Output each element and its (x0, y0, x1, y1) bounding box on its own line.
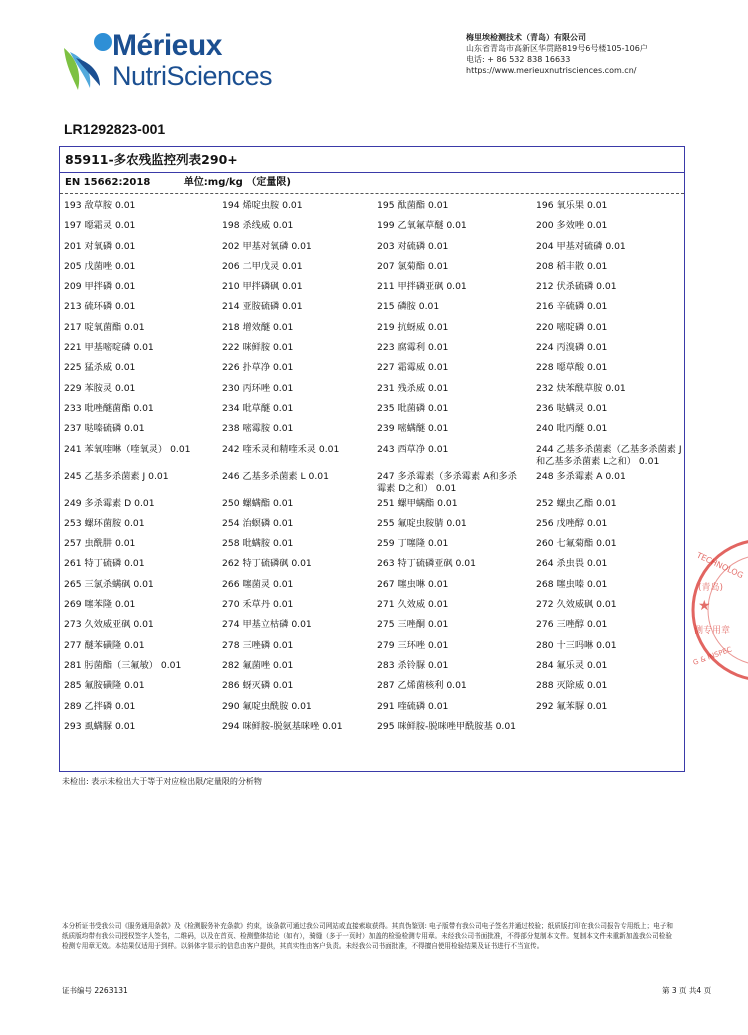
analyte-cell: 193 敌草胺 0.01 (64, 200, 136, 211)
svg-text:G & INSPEC: G & INSPEC (691, 645, 733, 667)
analyte-row (64, 261, 682, 273)
svg-text:测专用章: 测专用章 (694, 626, 731, 636)
analyte-cell: 233 吡唑醚菌酯 0.01 (64, 402, 154, 414)
analyte-row (64, 558, 682, 570)
analyte-cell: 208 稻丰散 0.01 (536, 260, 608, 272)
method-standard: EN 15662:2018 (65, 177, 151, 188)
analyte-cell: 200 多效唑 0.01 (536, 220, 608, 232)
company-name: 梅里埃检测技术（青岛）有限公司 (466, 33, 586, 42)
analyte-cell: 203 对硫磷 0.01 (377, 240, 449, 252)
merieux-logo (62, 28, 273, 98)
analyte-cell: 194 烯啶虫胺 0.01 (222, 200, 303, 211)
company-phone: 电话: + 86 532 838 16633 (466, 55, 571, 64)
analyte-cell: 232 炔苯酰草胺 0.01 (536, 382, 626, 394)
analyte-cell: 293 虱螨脲 0.01 (64, 720, 136, 732)
analyte-cell: 270 禾草丹 0.01 (222, 599, 294, 611)
analyte-cell: 228 噁草酸 0.01 (536, 362, 608, 374)
analyte-cell: 229 苯胺灵 0.01 (64, 382, 136, 394)
analyte-cell: 250 螺螨酯 0.01 (222, 497, 294, 509)
analyte-cell: 204 甲基对硫磷 0.01 (536, 240, 626, 252)
analyte-cell: 252 螺虫乙酯 0.01 (536, 497, 617, 509)
certificate-number: 证书编号 2263131 (62, 986, 128, 995)
analyte-row (64, 619, 682, 631)
analyte-cell: 269 噻苯隆 0.01 (64, 599, 136, 611)
analyte-cell: 223 腐霉利 0.01 (377, 342, 449, 354)
analyte-row (64, 518, 682, 530)
analyte-row (64, 660, 682, 672)
analyte-cell: 207 氯菊酯 0.01 (377, 260, 449, 272)
analyte-row (64, 301, 682, 313)
analyte-cell: 248 多杀霉素 A 0.01 (536, 470, 626, 482)
analyte-cell: 218 增效醚 0.01 (222, 321, 294, 333)
analyte-cell: 291 喹硫磷 0.01 (377, 700, 449, 712)
analyte-cell: 256 戊唑醇 0.01 (536, 517, 608, 529)
company-url[interactable]: https://www.merieuxnutrisciences.com.cn/ (466, 66, 637, 75)
analyte-cell: 267 噻虫啉 0.01 (377, 578, 449, 590)
analyte-cell: 285 氟胺磺隆 0.01 (64, 680, 145, 692)
analyte-cell (536, 721, 682, 733)
analyte-cell: 219 抗蚜威 0.01 (377, 321, 449, 333)
analyte-cell: 263 特丁硫磷亚砜 0.01 (377, 558, 476, 570)
analyte-cell: 205 戊菌唑 0.01 (64, 260, 136, 272)
analyte-row (64, 444, 682, 468)
analyte-cell: 222 咪鲜胺 0.01 (222, 342, 294, 354)
analyte-cell: 243 西草净 0.01 (377, 443, 449, 455)
analyte-cell: 260 七氟菊酯 0.01 (536, 538, 617, 550)
analyte-list-box (59, 146, 685, 772)
analyte-cell: 254 治螟磷 0.01 (222, 517, 294, 529)
analyte-row (64, 423, 682, 435)
analyte-row (64, 342, 682, 354)
analyte-cell: 244 乙基多杀菌素（乙基多杀菌素 J和乙基多杀菌素 L之和） 0.01 (536, 443, 682, 467)
analyte-cell: 234 吡草醚 0.01 (222, 402, 294, 414)
svg-text:(青岛): (青岛) (698, 583, 724, 593)
analyte-row (64, 721, 682, 733)
analyte-grid (64, 200, 682, 741)
analyte-cell: 286 蚜灭磷 0.01 (222, 680, 294, 692)
analyte-cell: 295 咪鲜胺-脱咪唑甲酰胺基 0.01 (377, 720, 517, 732)
analyte-cell: 217 啶氧菌酯 0.01 (64, 321, 145, 333)
analyte-cell: 261 特丁硫磷 0.01 (64, 558, 145, 570)
footnote: 未检出: 表示未检出大于等于对应检出限/定量限的分析物 (62, 777, 262, 786)
analyte-cell: 265 三氯杀螨砜 0.01 (64, 578, 154, 590)
analyte-cell: 290 氟啶虫酰胺 0.01 (222, 700, 312, 712)
analyte-cell: 288 灭除威 0.01 (536, 680, 608, 692)
analyte-cell: 276 三唑醇 0.01 (536, 619, 608, 631)
analyte-cell: 225 猛杀威 0.01 (64, 362, 136, 374)
analyte-row (64, 579, 682, 591)
analyte-cell: 202 甲基对氧磷 0.01 (222, 240, 312, 252)
analyte-cell: 264 杀虫畏 0.01 (536, 558, 608, 570)
analyte-cell: 262 特丁硫磷砜 0.01 (222, 558, 312, 570)
logo-mark-icon (62, 28, 112, 94)
analyte-cell: 294 咪鲜胺-脱氨基咪唑 0.01 (222, 720, 343, 732)
logo-text-merieux: Mérieux (112, 29, 222, 62)
report-number: LR1292823-001 (64, 121, 166, 137)
analyte-cell: 209 甲拌磷 0.01 (64, 281, 136, 293)
section-title: 85911-多农残监控列表290+ (60, 147, 684, 173)
analyte-row (64, 362, 682, 374)
analyte-row (64, 471, 682, 495)
analyte-cell: 226 扑草净 0.01 (222, 362, 294, 374)
analyte-cell: 281 肟菌酯（三氟敏） 0.01 (64, 659, 182, 671)
terms-footer: 本分析证书受我公司《服务通用条款》及《检测服务补充条款》约束，该条款可通过我公司网站或直接索取获得。其真伪鉴别: 电子版带有我公司电子签名并通过校验；纸质版打印在我公司报告专用纸上；电子和纸质版均带有我公司授权签字人签名，二维码，以及在首页、检测整体结论（如有），骑缝（多于一页时）加盖的检验检测专用章。未经我公司书面批准，不得部分复制本文件。复制本文件未重新加盖我公司检验检测专用章无效。本结果仅适用于到样。以斜体字显示的信息由客户提供，其真实性由客户负责。未经我公司书面批准，不得擅自使用检验结果及证书进行不当宣传。 (62, 922, 673, 950)
unit-label: 单位:mg/kg （定量限) (183, 177, 291, 188)
analyte-cell: 236 哒螨灵 0.01 (536, 402, 608, 414)
analyte-cell: 275 三唑酮 0.01 (377, 619, 449, 631)
analyte-cell: 268 噻虫嗪 0.01 (536, 578, 608, 590)
analyte-cell: 246 乙基多杀菌素 L 0.01 (222, 470, 329, 482)
analyte-cell: 196 氧乐果 0.01 (536, 200, 608, 211)
analyte-row (64, 498, 682, 510)
analyte-cell: 227 霜霉威 0.01 (377, 362, 449, 374)
analyte-cell: 278 三唑磷 0.01 (222, 639, 294, 651)
analyte-row (64, 241, 682, 253)
analyte-cell: 230 丙环唑 0.01 (222, 382, 294, 394)
analyte-row (64, 680, 682, 692)
analyte-cell: 249 多杀霉素 D 0.01 (64, 497, 155, 509)
analyte-cell: 258 吡螨胺 0.01 (222, 538, 294, 550)
page-number: 第 3 页 共4 页 (662, 986, 712, 995)
analyte-cell: 195 酞菌酯 0.01 (377, 200, 449, 211)
svg-text:★: ★ (698, 598, 711, 614)
analyte-cell: 274 甲基立枯磷 0.01 (222, 619, 312, 631)
analyte-cell: 211 甲拌磷亚砜 0.01 (377, 281, 467, 293)
analyte-cell: 213 硫环磷 0.01 (64, 301, 136, 313)
analyte-cell: 255 氟啶虫胺腈 0.01 (377, 517, 467, 529)
analyte-cell: 240 吡丙醚 0.01 (536, 423, 608, 435)
analyte-row (64, 383, 682, 395)
logo-text-nutrisciences: NutriSciences (112, 61, 273, 91)
analyte-cell: 245 乙基多杀菌素 J 0.01 (64, 470, 169, 482)
analyte-cell: 266 噻菌灵 0.01 (222, 578, 294, 590)
analyte-row (64, 538, 682, 550)
analyte-cell: 201 对氧磷 0.01 (64, 240, 136, 252)
analyte-cell: 277 醚苯磺隆 0.01 (64, 639, 145, 651)
analyte-cell: 289 乙拌磷 0.01 (64, 700, 136, 712)
analyte-cell: 251 螺甲螨酯 0.01 (377, 497, 458, 509)
analyte-cell: 292 氟苯脲 0.01 (536, 700, 608, 712)
analyte-cell: 199 乙氧氟草醚 0.01 (377, 220, 467, 232)
analyte-cell: 287 乙烯菌核利 0.01 (377, 680, 467, 692)
analyte-cell: 235 吡菌磷 0.01 (377, 402, 449, 414)
official-seal-stamp (688, 535, 748, 685)
analyte-row (64, 200, 682, 212)
analyte-cell: 280 十三吗啉 0.01 (536, 639, 617, 651)
analyte-row (64, 701, 682, 713)
svg-text:TECHNOLOG: TECHNOLOG (695, 550, 745, 581)
analyte-cell: 221 甲基嘧啶磷 0.01 (64, 342, 154, 354)
analyte-cell: 216 辛硫磷 0.01 (536, 301, 608, 313)
analyte-cell: 247 多杀霉素（多杀霉素 A和多杀霉素 D之和） 0.01 (377, 470, 517, 494)
analyte-cell: 239 嘧螨醚 0.01 (377, 423, 449, 435)
analyte-row (64, 220, 682, 232)
analyte-cell: 206 二甲戊灵 0.01 (222, 260, 303, 272)
analyte-cell: 198 杀线威 0.01 (222, 220, 294, 232)
analyte-cell: 271 久效威 0.01 (377, 599, 449, 611)
analyte-cell: 220 嘧啶磷 0.01 (536, 321, 608, 333)
analyte-cell: 257 虫酰肼 0.01 (64, 538, 136, 550)
analyte-cell: 210 甲拌磷砜 0.01 (222, 281, 303, 293)
analyte-cell: 282 氟菌唑 0.01 (222, 659, 294, 671)
analyte-cell: 212 伏杀硫磷 0.01 (536, 281, 617, 293)
analyte-cell: 273 久效威亚砜 0.01 (64, 619, 154, 631)
analyte-cell: 214 亚胺硫磷 0.01 (222, 301, 303, 313)
analyte-row (64, 599, 682, 611)
analyte-row (64, 640, 682, 652)
analyte-cell: 272 久效威砜 0.01 (536, 599, 617, 611)
analyte-row (64, 403, 682, 415)
analyte-cell: 238 嘧霉胺 0.01 (222, 423, 294, 435)
analyte-cell: 279 三环唑 0.01 (377, 639, 449, 651)
analyte-cell: 241 苯氧喹啉（喹氧灵） 0.01 (64, 443, 191, 455)
analyte-cell: 237 哒嗪硫磷 0.01 (64, 423, 145, 435)
analyte-row (64, 281, 682, 293)
analyte-cell: 283 杀铃脲 0.01 (377, 659, 449, 671)
analyte-cell: 197 噁霜灵 0.01 (64, 220, 136, 232)
analyte-cell: 215 磷胺 0.01 (377, 301, 440, 313)
analyte-cell: 231 残杀威 0.01 (377, 382, 449, 394)
company-info (466, 32, 648, 76)
company-address: 山东省青岛市高新区华贯路819号6号楼105-106户 (466, 44, 648, 53)
analyte-cell: 259 丁噻隆 0.01 (377, 538, 449, 550)
analyte-row (64, 322, 682, 334)
analyte-cell: 284 氟乐灵 0.01 (536, 659, 608, 671)
analyte-cell: 253 螺环菌胺 0.01 (64, 517, 145, 529)
analyte-cell: 242 喹禾灵和精喹禾灵 0.01 (222, 443, 340, 455)
method-row (60, 173, 684, 194)
analyte-cell: 224 丙溴磷 0.01 (536, 342, 608, 354)
